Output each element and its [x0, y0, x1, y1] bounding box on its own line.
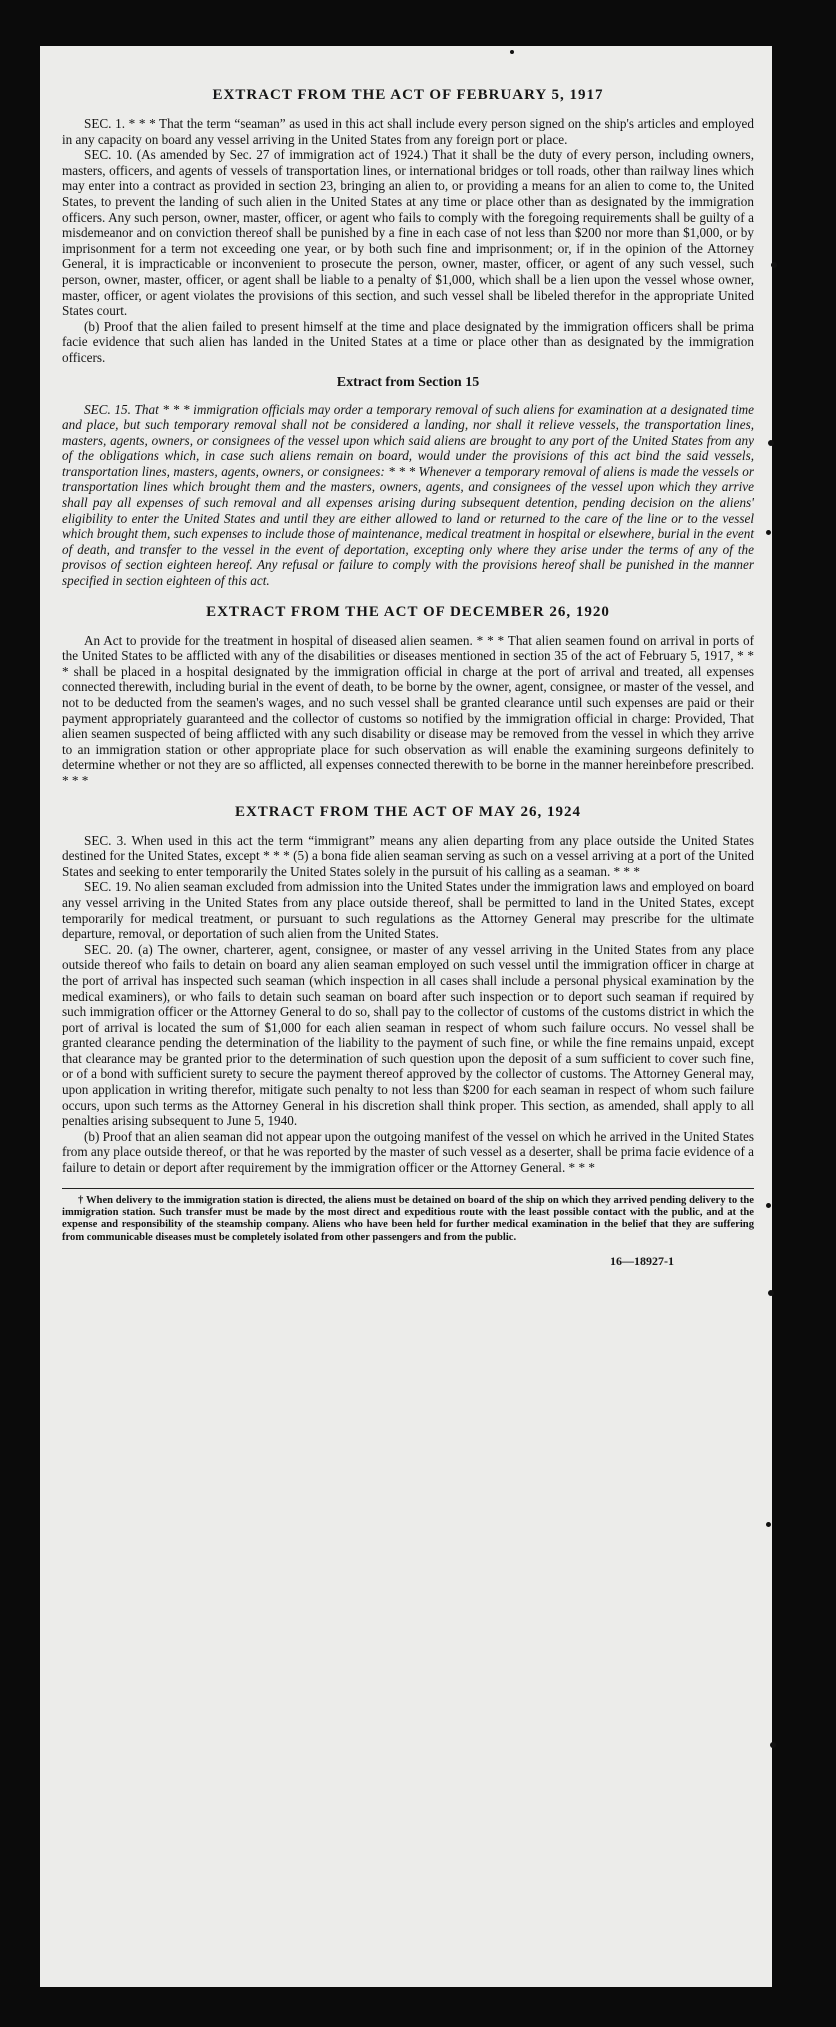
paragraph-sec-15: SEC. 15. That * * * immigration officials may order a temporary removal of such aliens for examination at a designated time and place, but such temporary removal shall not be considered a landing, nor shall it relieve vessels, the transportation lines, masters, agents, owners, or consignees of the vessel upon which said aliens are brought to any port of the United States from any of the obligations which, in case such aliens remain on board, would under the provisions of this act bind the said vessels, transportation lines, masters, agents, owners, or consignees: * * * Whenever a temporary removal of aliens is made the vessels or transportation lines which brought them and the masters, owners, agents, and consignees of the vessel upon which they arrive shall pay all expenses of such removal and all expenses arising during subsequent detention, pending decision on the aliens' eligibility to enter the United States and until they are either allowed to land or returned to the care of the line or to the vessel which brought them, such expenses to include those of maintenance, medical treatment in hospital or elsewhere, burial in the event of death, and transfer to the vessel in the event of deportation, excepting only where they arise under the terms of any of the provisos of section eighteen hereof. Any refusal or failure to comply with the provisions hereof shall be punished in the manner specified in section eighteen of this act.: [62, 401, 754, 589]
heading-act-1924: EXTRACT FROM THE ACT OF MAY 26, 1924: [234, 803, 582, 820]
paragraph-sec-20-a: SEC. 20. (a) The owner, charterer, agent, consignee, or master of any vessel arriving in the United States from any place outside thereof who fails to detain on board any alien seaman employed on such vessel until the immigration officer in charge at the port of arrival has inspected such seaman (which inspection in all cases shall include a personal physical examination by the medical examiners), or who fails to detain such seaman on board after such inspection or to deport such seaman if required by such immigration officer or the Attorney General to do so, shall pay to the collector of customs of the customs district in which the port of arrival is located the sum of $1,000 for each alien seaman in respect of whom such failure occurs. No vessel shall be granted clearance pending the determination of the liability to the payment of such fine, or while the fine remains unpaid, except that clearance may be granted prior to the determination of such question upon the deposit of a sum sufficient to cover such fine, or of a bond with sufficient surety to secure the payment thereof approved by the collector of customs. The Attorney General may, upon application in writing therefor, mitigate such penalty to not less than $200 for each seaman in respect of whom such failure occurs, upon such terms as the Attorney General in his discretion shall think proper. This section, as amended, shall apply to all penalties arising subsequent to June 5, 1940.: [62, 941, 754, 1129]
margin-speck: [768, 440, 774, 446]
margin-speck: [510, 50, 514, 54]
footnote-divider: [62, 1188, 754, 1189]
paragraph-act-1920: An Act to provide for the treatment in hospital of diseased alien seamen. * * * That alien seamen found on arrival in ports of the United States to be afflicted with any of the disabilities or diseases mentioned in section 35 of the act of February 5, 1917, * * * shall be placed in a hospital designated by the immigration official in charge at the port of arrival and treated, all expenses connected therewith, including burial in the event of death, to be borne by the owner, agent, consignee, or master of the vessel, and not to be deducted from the seamen's wages, and no such vessel shall be granted clearance until such expenses are paid or their payment appropriately guaranteed and the collector of customs so notified by the immigration official in charge: Provided, That alien seamen suspected of being afflicted with any such disability or disease may be removed from the vessel in which they arrive to an immigration station or other appropriate place for such observation as will enable the examining surgeons definitely to determine whether or not they are so afflicted, all expenses connected therewith to be borne in the manner hereinbefore prescribed. * * *: [62, 632, 754, 788]
margin-speck: [766, 1522, 771, 1527]
paragraph-sec-20-b: (b) Proof that an alien seaman did not appear upon the outgoing manifest of the vessel on which he arrived in the United States from any place outside thereof, or that he was reported by the master of such vessel as a deserter, shall be prima facie evidence of a failure to detain or deport after requirement by the immigration officer or the Attorney General. * * *: [62, 1128, 754, 1176]
heading-section-15: Extract from Section 15: [336, 374, 480, 390]
margin-speck: [768, 1290, 774, 1296]
form-number: 16—18927-1: [610, 1254, 674, 1269]
paragraph-sec-1: SEC. 1. * * * That the term “seaman” as used in this act shall include every person signed on the ship's articles and employed in any capacity on board any vessel arriving in the United States from any foreign port or place.: [62, 116, 754, 147]
document-page: [40, 46, 772, 1987]
paragraph-sec-10: SEC. 10. (As amended by Sec. 27 of immigration act of 1924.) That it shall be the duty of every person, including owners, masters, officers, and agents of vessels of transportation lines, or international bridges or toll roads, other than railway lines which may enter into a contract as provided in section 23, bringing an alien to, or providing a means for an alien to come to, the United States, to prevent the landing of such alien in the United States at any time or place other than as designated by the immigration officers. Any such person, owner, master, officer, or agent who fails to comply with the foregoing requirements shall be guilty of a misdemeanor and on conviction thereof shall be punished by a fine in each case of not less than $200 nor more than $1,000, or by imprisonment for a term not exceeding one year, or by both such fine and imprisonment; or, if in the opinion of the Attorney General, it is impracticable or inconvenient to prosecute the person, owner, master, officer, or agent of any such vessel, such person, owner, master, officer, or agent shall be liable to a penalty of $1,000, which shall be a lien upon the vessel whose owner, master, officer, or agent violates the provisions of this section, and such vessel shall be libeled therefor in the appropriate United States court.: [62, 147, 754, 319]
paragraph-sec-3: SEC. 3. When used in this act the term “immigrant” means any alien departing from any place outside the United States destined for the United States, except * * * (5) a bona fide alien seaman serving as such on a vessel arriving at a port of the United States and seeking to enter temporarily the United States solely in the pursuit of his calling as a seaman. * * *: [62, 832, 754, 879]
margin-speck: [766, 530, 771, 535]
paragraph-sec-10-b: (b) Proof that the alien failed to present himself at the time and place designated by the immigration officers shall be prima facie evidence that such alien has landed in the United States at a time or place other than as designated by the immigration officers.: [62, 318, 754, 365]
margin-speck: [771, 262, 777, 268]
heading-act-1917: EXTRACT FROM THE ACT OF FEBRUARY 5, 1917: [212, 87, 604, 103]
paragraph-sec-19: SEC. 19. No alien seaman excluded from admission into the United States under the immigration laws and employed on board any vessel arriving in the United States from any place outside thereof, shall be permitted to land in the United States, except temporarily for medical treatment, or pursuant to such regulations as the Attorney General may prescribe for the ultimate departure, removal, or deportation of such alien from the United States.: [62, 879, 754, 942]
heading-act-1920: EXTRACT FROM THE ACT OF DECEMBER 26, 1920: [206, 603, 610, 620]
footnote: † When delivery to the immigration station is directed, the aliens must be detained on board of the ship on which they arrived pending delivery to the immigration station. Such transfer must be made by the most direct and expeditious route with the least possible contact with the public, and at the expense and responsibility of the steamship company. Aliens who have been held for further medical examination in the belief that they are suffering from communicable diseases must be completely isolated from other passengers and from the public.: [62, 1194, 754, 1243]
margin-speck: [770, 1742, 776, 1748]
margin-speck: [766, 1203, 771, 1208]
